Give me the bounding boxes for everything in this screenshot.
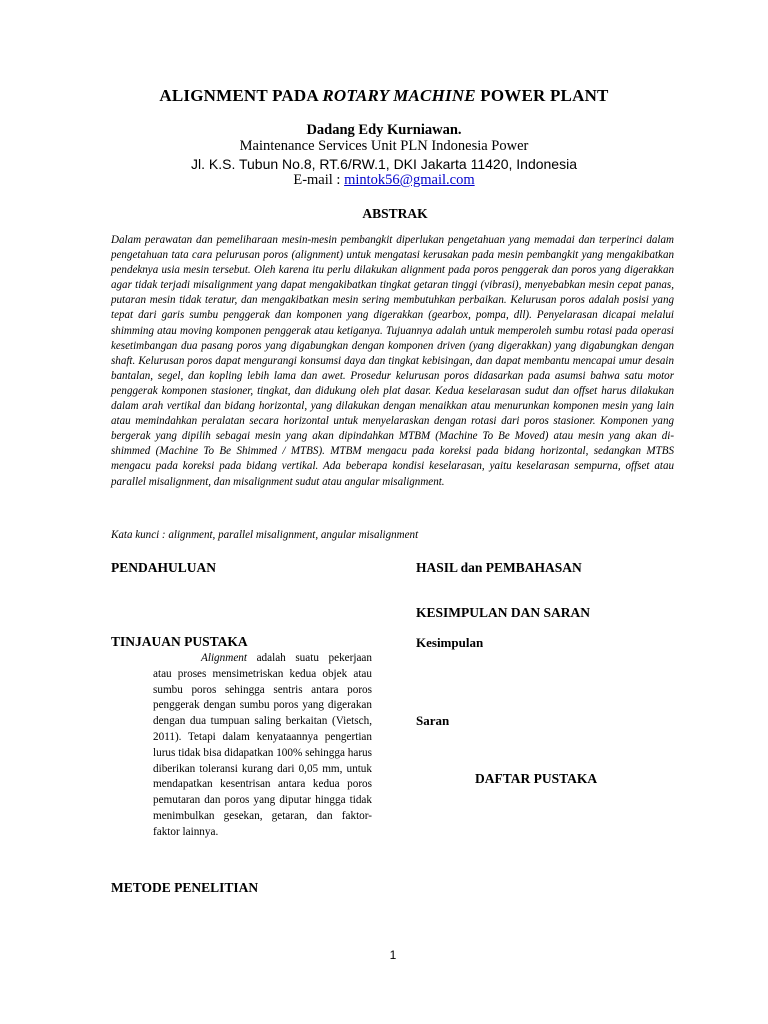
subheading-saran: Saran bbox=[416, 713, 450, 728]
page-number: 1 bbox=[389, 948, 397, 962]
heading-kesimpulan-saran: KESIMPULAN DAN SARAN bbox=[416, 605, 591, 620]
heading-pendahuluan: PENDAHULUAN bbox=[111, 560, 217, 575]
heading-tinjauan-pustaka: TINJAUAN PUSTAKA bbox=[111, 634, 248, 649]
author-name: Dadang Edy Kurniawan. bbox=[306, 122, 462, 138]
heading-hasil: HASIL dan PEMBAHASAN bbox=[416, 560, 582, 575]
heading-daftar-pustaka: DAFTAR PUSTAKA bbox=[475, 771, 598, 786]
tinjauan-paragraph bbox=[153, 651, 372, 841]
heading-metode-penelitian: METODE PENELITIAN bbox=[111, 880, 259, 895]
paper-title bbox=[0, 86, 768, 106]
keywords: Kata kunci : alignment, parallel misalignment, angular misalignment bbox=[111, 529, 419, 541]
title-text: ALIGNMENT PADA bbox=[159, 86, 323, 105]
tinjauan-lead-term: Alignment bbox=[201, 652, 247, 664]
email-line bbox=[0, 172, 768, 189]
title-italic-text: ROTARY MACHINE bbox=[322, 86, 476, 105]
title-text-end: POWER PLANT bbox=[475, 86, 609, 105]
address: Jl. K.S. Tubun No.8, RT.6/RW.1, DKI Jakarta 11420, Indonesia bbox=[191, 156, 577, 172]
email-link[interactable]: mintok56@gmail.com bbox=[344, 172, 475, 188]
abstract-text: Dalam perawatan dan pemeliharaan mesin-mesin pembangkit diperlukan pengetahuan yang memadai dan terperinci dalam pengetahuan tata cara pelurusan poros (alignment) untuk mengatasi kerusakan pada mesin pembangkit yang mengakibatkan pendeknya usia mesin tersebut. Oleh karena itu perlu dilakukan alignment pada poros penggerak dan poros yang digerakkan agar tidak terjadi misalignment yang dapat mengakibatkan tingkat getaran tinggi (vibrasi), menyebabkan mesin cepat panas, putaran mesin tidak teratur, dan mengakibatkan mesin sering membutuhkan perbaikan. Kelurusan poros adalah posisi yang tepat dari garis sumbu penggerak dan komponen yang digerakkan (gearbox, pompa, dll). Penyelarasan dicapai melalui shimming atau moving komponen penggerak atau ketiganya. Tujuannya adalah untuk memperoleh sumbu rotasi pada operasi kesetimbangan dua pasang poros yang digabungkan dengan komponen driven (yang digerakkan) yang digabungkan dengan shaft. Kelurusan poros dapat mengurangi konsumsi daya dan tingkat kebisingan, dan dapat membantu mencapai umur desain bantalan, segel, dan kopling lebih lama dan awet. Prosedur kelurusan poros didasarkan pada asumsi bahwa satu motor penggerak komponen stasioner, tingkat, dan didukung oleh plat dasar. Kedua keselarasan sudut dan offset harus dilakukan dalam arah vertikal dan bidang horizontal, yang dilakukan dengan menaikkan atau menurunkan komponen mesin yang lain atau memindahkan peralatan secara horizontal untuk menyelaraskan dengan rotasi dari poros stasioner. Komponen yang bergerak yang dipilih sebagai mesin yang akan dipindahkan MTBM (Machine To Be Moved) atau mesin yang akan di-shimmed (Machine To Be Shimmed / MTBS). MTBM mengacu pada koreksi pada bidang horizontal, sedangkan MTBS mengacu pada koreksi pada bidang vertikal. Ada beberapa kondisi keselarasan, yaitu keselarasan sempurna, offset atau parallel misalignment, dan misalignment sudut atau angular misalignment. bbox=[111, 234, 674, 488]
email-label: E-mail : bbox=[293, 172, 345, 188]
affiliation: Maintenance Services Unit PLN Indonesia Power bbox=[239, 138, 529, 154]
subheading-kesimpulan: Kesimpulan bbox=[416, 635, 484, 650]
abstract-heading: ABSTRAK bbox=[362, 206, 428, 221]
tinjauan-text: adalah suatu pekerjaan atau proses mensimetriskan kedua objek atau sumbu poros sehingga sentris antara poros penggerak dengan sumbu poros yang digerakan dengan dua tumpuan saling berkaitan (Vietsch, 2011). Tetapi dalam kenyataannya pengertian lurus tidak bisa didapatkan 100% sehingga harus diberikan toleransi kurang dari 0,05 mm, untuk mendapatkan kesentrisan antara kedua poros pemutaran dan poros yang diputar hingga tidak menimbulkan gesekan, getaran, dan faktor-faktor lainnya. bbox=[153, 652, 372, 838]
